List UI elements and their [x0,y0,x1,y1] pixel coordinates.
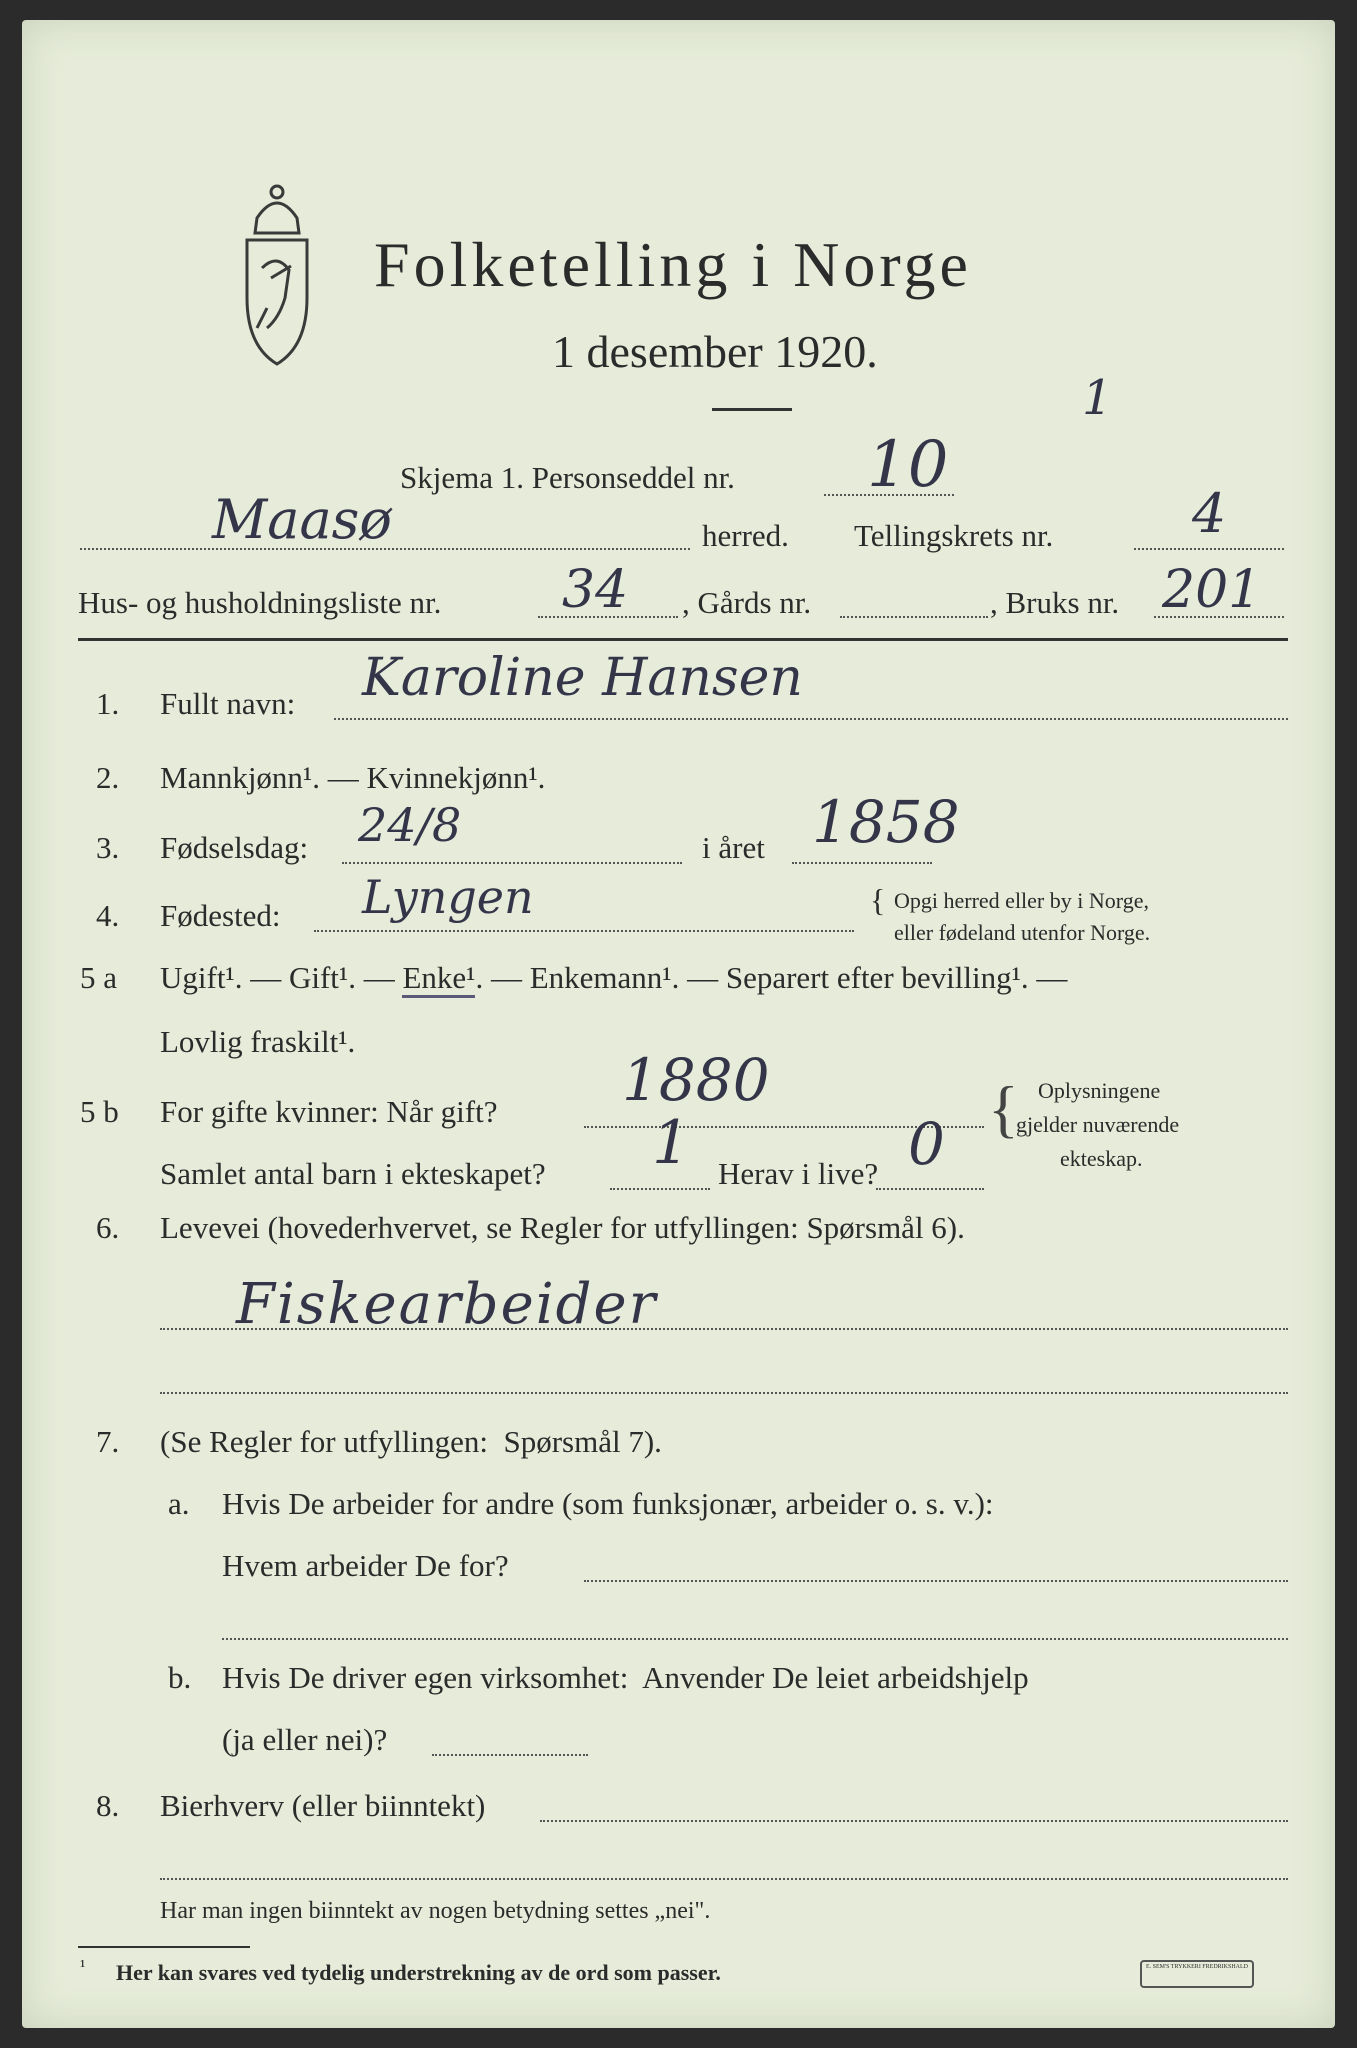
q7-label: (Se Regler for utfyllingen: Spørsmål 7). [160,1424,662,1459]
q1-line [334,718,1288,720]
birth-year-value[interactable]: 1858 [812,788,960,856]
q5a-options-after: . — Enkemann¹. — Separert efter bevilling¹. — [475,960,1068,995]
q5b-note-line3: ekteskap. [1060,1146,1143,1171]
title-divider [712,408,792,411]
occupation-value[interactable]: Fiskearbeider [236,1272,658,1337]
married-year-value[interactable]: 1880 [622,1046,770,1114]
q4-brace: { [870,882,886,918]
q8-line2 [160,1878,1288,1880]
q4-label: Fødested: [160,898,281,933]
q4-note-line2: eller fødeland utenfor Norge. [894,920,1151,945]
printer-stamp: E. SEM'S TRYKKERI FREDRIKSHALD [1140,1960,1254,1988]
herred-value[interactable]: Maasø [212,488,392,551]
q7a-line2: Hvem arbeider De for? [222,1548,509,1583]
herred-label: herred. [702,518,789,553]
q1-number: 1. [96,686,120,721]
q8-line [540,1820,1288,1822]
q6-label: Levevei (hovederhvervet, se Regler for utfyllingen: Spørsmål 6). [160,1210,965,1245]
tellingskrets-label: Tellingskrets nr. [854,518,1054,553]
q4-line [314,930,854,932]
q7b-answer-line [432,1754,588,1756]
hus-value[interactable]: 34 [562,560,629,620]
q2-label: Mannkjønn¹. — Kvinnekjønn¹. [160,760,546,795]
q7b-letter: b. [168,1660,192,1695]
q5b-brace: { [988,1073,1019,1144]
footnote-mark: ¹ [80,1956,86,1976]
q1-label: Fullt navn: [160,686,296,721]
q5b-married-label: For gifte kvinner: Når gift? [160,1094,498,1129]
q7a-answer-line2 [222,1638,1288,1640]
footnote-rule [78,1946,250,1948]
q5a-options-before: Ugift¹. — Gift¹. — [160,960,403,995]
form-title: Folketelling i Norge [374,229,972,300]
q5b-alive-label: Herav i live? [718,1156,879,1191]
q7a-line1: Hvis De arbeider for andre (som funksjonær, arbeider o. s. v.): [222,1486,994,1521]
q5b-children-line [610,1188,710,1190]
footnote-text: Her kan svares ved tydelig understrekning av de ord som passer. [116,1960,721,1985]
q5b-number: 5 b [80,1094,119,1129]
q3-year-label: i året [702,830,765,865]
bruks-value[interactable]: 201 [1162,560,1262,620]
tellingskrets-line [1134,548,1284,550]
q3-date-line [342,862,682,864]
alive-count-value[interactable]: 0 [908,1110,945,1178]
tellingskrets-value[interactable]: 4 [1192,482,1227,545]
birthday-value[interactable]: 24/8 [358,798,462,852]
q5b-alive-line [876,1188,984,1190]
gards-label: , Gårds nr. [682,585,812,620]
bruks-label: , Bruks nr. [990,585,1120,620]
q6-line1 [160,1328,1288,1330]
q8-label: Bierhverv (eller biinntekt) [160,1788,486,1823]
coat-of-arms-icon [227,178,327,370]
q7-number: 7. [96,1424,120,1459]
footer-note: Har man ingen biinntekt av nogen betydning settes „nei". [160,1898,711,1924]
q5a-marked-option[interactable]: Enke¹ [402,960,475,998]
q5b-children-label: Samlet antal barn i ekteskapet? [160,1156,546,1191]
full-name-value[interactable]: Karoline Hansen [362,648,803,708]
q4-note-line1: Opgi herred eller by i Norge, [894,888,1149,913]
q6-number: 6. [96,1210,120,1245]
skjema-label: Skjema 1. Personseddel nr. [400,460,735,495]
q7a-answer-line [584,1580,1288,1582]
hus-label: Hus- og husholdningsliste nr. [78,585,442,620]
personseddel-nr[interactable]: 10 [867,428,949,502]
q6-line2 [160,1392,1288,1394]
q7b-line2: (ja eller nei)? [222,1722,388,1757]
q2-number: 2. [96,760,120,795]
q3-year-line [792,862,932,864]
census-date: 1 desember 1920. [552,326,878,377]
q5b-note-line2: gjelder nuværende [1016,1112,1180,1137]
gards-line [840,616,988,618]
q3-number: 3. [96,830,120,865]
q7a-letter: a. [168,1486,190,1521]
q8-number: 8. [96,1788,120,1823]
q5b-note-line1: Oplysningene [1038,1078,1161,1103]
corner-mark: 1 [1082,370,1113,426]
q3-label: Fødselsdag: [160,830,309,865]
q5a-line2: Lovlig fraskilt¹. [160,1024,356,1059]
q5a-line1 [160,960,1067,996]
q4-number: 4. [96,898,120,933]
census-form [22,20,1335,2028]
header-rule [78,638,1288,641]
children-count-value[interactable]: 1 [652,1108,691,1178]
birthplace-value[interactable]: Lyngen [362,870,534,924]
q5a-number: 5 a [80,960,118,995]
q7b-line1: Hvis De driver egen virksomhet: Anvender De leiet arbeidshjelp [222,1660,1029,1695]
